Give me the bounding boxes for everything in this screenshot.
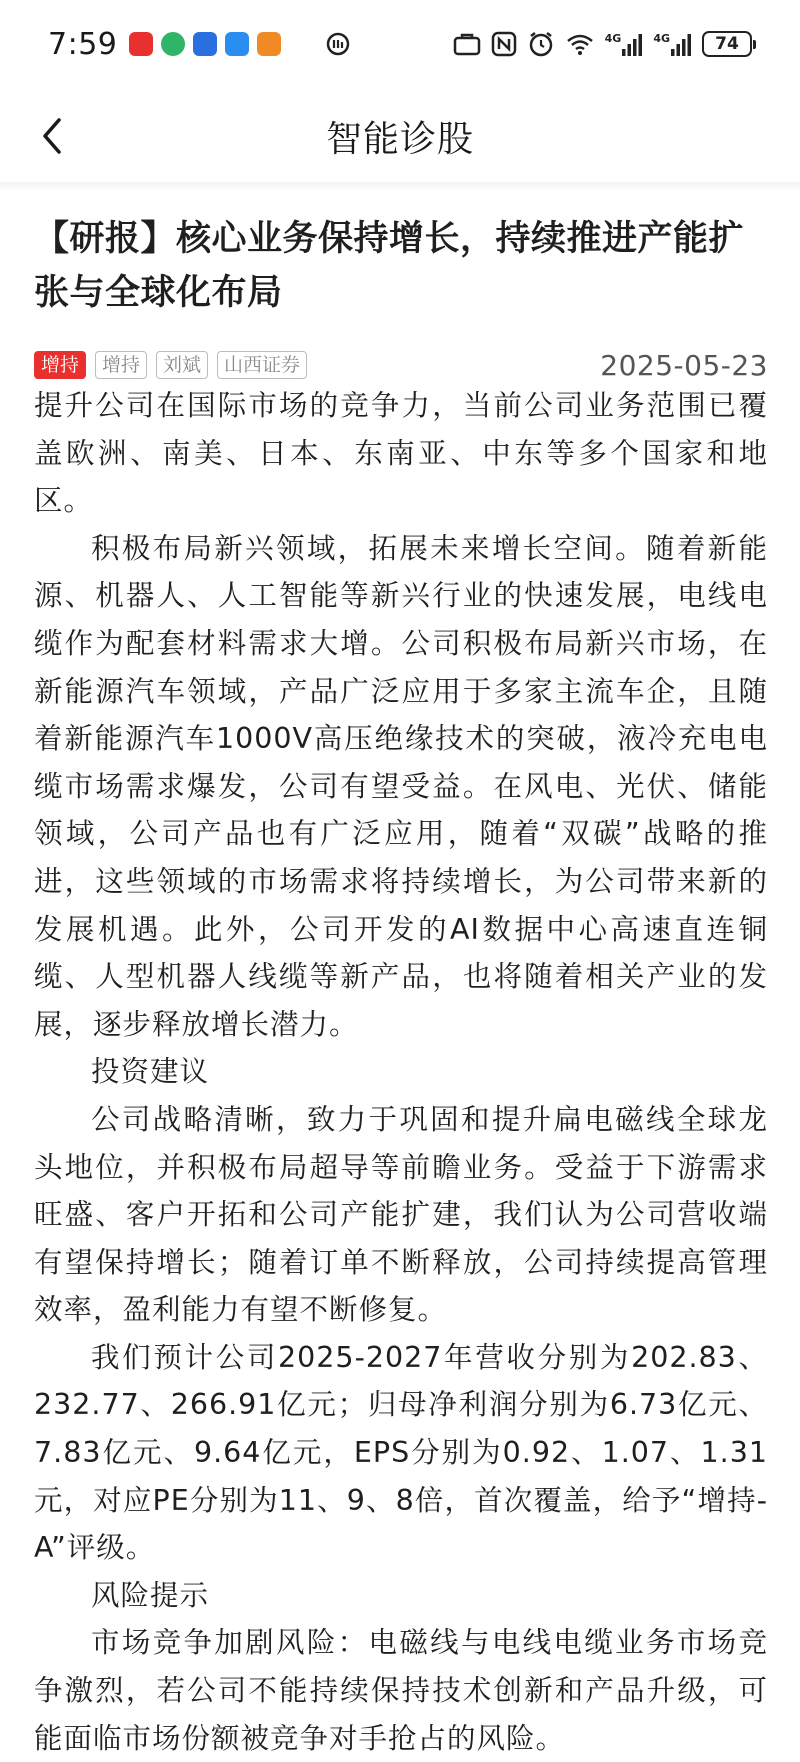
battery-level: 74	[702, 31, 752, 57]
notification-icons	[129, 32, 281, 56]
section-heading: 投资建议	[91, 1055, 210, 1089]
huawei-app-icon	[129, 32, 153, 56]
battery-indicator	[702, 31, 756, 57]
paragraph: 市场竞争加剧风险：电磁线与电线电缆业务市场竞争激烈，若公司不能持续保持技术创新和产品升级，可能面临市场份额被竞争对手抢占的风险。	[34, 1626, 768, 1755]
rating-tag[interactable]: 增持	[34, 351, 86, 379]
report-title: 【研报】核心业务保持增长，持续推进产能扩张与全球化布局	[34, 219, 745, 313]
nfc-icon	[491, 31, 517, 57]
network-type-label: 4G	[604, 31, 622, 45]
paragraph: 积极布局新兴领域，拓展未来增长空间。随着新能源、机器人、人工智能等新兴行业的快速发展，电线电缆作为配套材料需求大增。公司积极布局新兴市场，在新能源汽车领域，产品广泛应用于多家主流车企，且随着新能源汽车1000V高压绝缘技术的突破，液冷充电电缆市场需求爆发，公司有望受益。在风电、光伏、储能领域，公司产品也有广泛应用，随着“双碳”战略的推进，这些领域的市场需求将持续增长，为公司带来新的发展机遇。此外，公司开发的AI数据中心高速直连铜缆、人型机器人线缆等新产品，也将随着相关产业的发展，逐步释放增长潜力。	[34, 531, 768, 1041]
signal-1	[605, 32, 644, 57]
speed-icon	[325, 31, 351, 57]
green-app-icon	[161, 32, 185, 56]
paragraph: 我们预计公司2025-2027年营收分别为202.83、232.77、266.91亿元；归母净利润分别为6.73亿元、7.83亿元、9.64亿元，EPS分别为0.92、1.07、1.31元，对应PE分别为11、9、8倍，首次覆盖，给予“增持-A”评级。	[34, 1340, 768, 1565]
system-icons	[453, 30, 756, 58]
network-type-label: 4G	[653, 31, 670, 45]
status-time: 7:59	[48, 26, 118, 62]
section-heading: 风险提示	[91, 1578, 210, 1612]
rating-tag-outline[interactable]: 增持	[95, 351, 147, 379]
orange-app-icon	[257, 32, 281, 56]
broker-tag[interactable]: 山西证券	[217, 351, 307, 379]
status-bar	[0, 0, 800, 88]
nav-bar	[0, 88, 800, 184]
report-content	[34, 212, 768, 1762]
blue-app-icon	[193, 32, 217, 56]
briefcase-icon	[453, 31, 481, 57]
report-meta	[34, 348, 768, 382]
report-date: 2025-05-23	[600, 348, 768, 382]
page-title: 智能诊股	[325, 118, 474, 160]
report-body	[34, 382, 768, 1762]
battery-tip	[753, 40, 756, 49]
back-button[interactable]	[26, 110, 78, 162]
analyst-tag[interactable]: 刘斌	[156, 351, 208, 379]
wifi-icon	[565, 31, 595, 57]
chevron-left-icon	[37, 116, 67, 156]
signal-2	[653, 32, 692, 57]
alarm-icon	[527, 30, 555, 58]
signal-bars-icon	[670, 33, 692, 57]
paragraph: 公司战略清晰，致力于巩固和提升扁电磁线全球龙头地位，并积极布局超导等前瞻业务。受益于下游需求旺盛、客户开拓和公司产能扩建，我们认为公司营收端有望保持增长；随着订单不断释放，公司持续提高管理效率，盈利能力有望不断修复。	[34, 1102, 768, 1327]
signal-bars-icon	[621, 33, 643, 57]
message-app-icon	[225, 32, 249, 56]
nav-divider	[0, 182, 800, 192]
paragraph: 提升公司在国际市场的竞争力，当前公司业务范围已覆盖欧洲、南美、日本、东南亚、中东等多个国家和地区。	[34, 389, 768, 518]
